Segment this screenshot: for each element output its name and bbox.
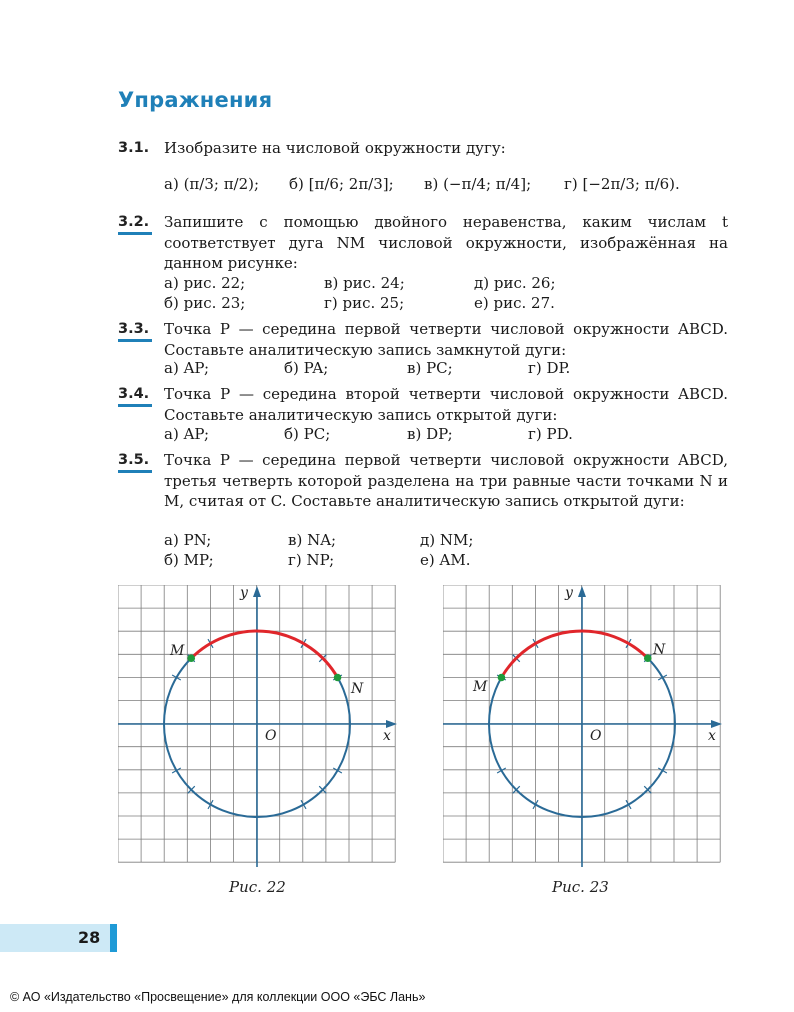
exercise-number: 3.3. bbox=[118, 321, 150, 337]
item-d: д) рис. 26; bbox=[474, 274, 556, 292]
figure-23-caption: Рис. 23 bbox=[552, 878, 609, 896]
point-m-label: M bbox=[473, 679, 488, 695]
y-axis-label: y bbox=[565, 585, 573, 601]
item-e: е) AM. bbox=[420, 551, 471, 569]
exercise-text: Точка P — середина первой четверти числовой окружности ABCD. Составьте аналитическую запись замкнутой дуги: bbox=[164, 320, 728, 359]
item-v: в) (−π/4; π/4]; bbox=[424, 175, 532, 193]
item-d: д) NM; bbox=[420, 531, 474, 549]
item-v: в) рис. 24; bbox=[324, 274, 405, 292]
figure-23-number-circle bbox=[443, 585, 725, 867]
item-v: в) NA; bbox=[288, 531, 337, 549]
copyright-notice: © АО «Издательство «Просвещение» для коллекции ООО «ЭБС Лань» bbox=[10, 990, 426, 1004]
point-m-label: M bbox=[170, 643, 185, 659]
item-a: а) рис. 22; bbox=[164, 274, 246, 292]
exercise-number: 3.1. bbox=[118, 140, 150, 156]
origin-label: O bbox=[265, 728, 277, 744]
item-g: г) NP; bbox=[288, 551, 335, 569]
item-b: б) рис. 23; bbox=[164, 294, 246, 312]
x-axis-label: x bbox=[708, 728, 716, 744]
x-axis-label: x bbox=[383, 728, 391, 744]
point-end-2 bbox=[187, 654, 195, 662]
figure-22-caption: Рис. 22 bbox=[229, 878, 286, 896]
item-a: а) AP; bbox=[164, 425, 210, 443]
exercise-text: Точка P — середина второй четверти числовой окружности ABCD. Составьте аналитическую запись открытой дуги: bbox=[164, 385, 728, 424]
point-end-1 bbox=[334, 674, 342, 682]
item-g: г) PD. bbox=[528, 425, 573, 443]
item-b: б) PC; bbox=[284, 425, 331, 443]
origin-label: O bbox=[590, 728, 602, 744]
exercise-text: Изобразите на числовой окружности дугу: bbox=[164, 139, 506, 157]
y-axis-label: y bbox=[240, 585, 248, 601]
item-a: а) (π/3; π/2); bbox=[164, 175, 260, 193]
item-g: г) рис. 25; bbox=[324, 294, 405, 312]
item-a: а) AP; bbox=[164, 359, 210, 377]
point-n-label: N bbox=[653, 642, 666, 658]
item-a: а) PN; bbox=[164, 531, 212, 549]
y-axis-arrow bbox=[253, 586, 261, 597]
figure-22-number-circle bbox=[118, 585, 400, 867]
item-g: г) [−2π/3; π/6). bbox=[564, 175, 680, 193]
item-b: б) MP; bbox=[164, 551, 214, 569]
item-b: б) [π/6; 2π/3]; bbox=[289, 175, 394, 193]
point-n-label: N bbox=[351, 681, 364, 697]
item-v: в) DP; bbox=[407, 425, 453, 443]
y-axis-arrow bbox=[578, 586, 586, 597]
point-end-1 bbox=[644, 654, 652, 662]
exercise-number: 3.2. bbox=[118, 214, 150, 230]
page-number-accent bbox=[110, 924, 117, 952]
section-title: Упражнения bbox=[118, 88, 273, 112]
item-b: б) PA; bbox=[284, 359, 329, 377]
item-e: е) рис. 27. bbox=[474, 294, 555, 312]
exercise-text: Запишите с помощью двойного неравенства, каким числам t соответствует дуга NM числовой окружности, изображённая на данном рисунке: bbox=[164, 213, 728, 272]
exercise-number: 3.5. bbox=[118, 452, 150, 468]
exercise-text: Точка P — середина первой четверти числовой окружности ABCD, третья четверть которой разделена на три равные части точками N и M, считая от C. Составьте аналитическую запись открытой дуги: bbox=[164, 451, 728, 510]
point-end-2 bbox=[498, 674, 506, 682]
page-number: 28 bbox=[78, 928, 101, 947]
item-v: в) PC; bbox=[407, 359, 453, 377]
item-g: г) DP. bbox=[528, 359, 571, 377]
exercise-number: 3.4. bbox=[118, 386, 150, 402]
